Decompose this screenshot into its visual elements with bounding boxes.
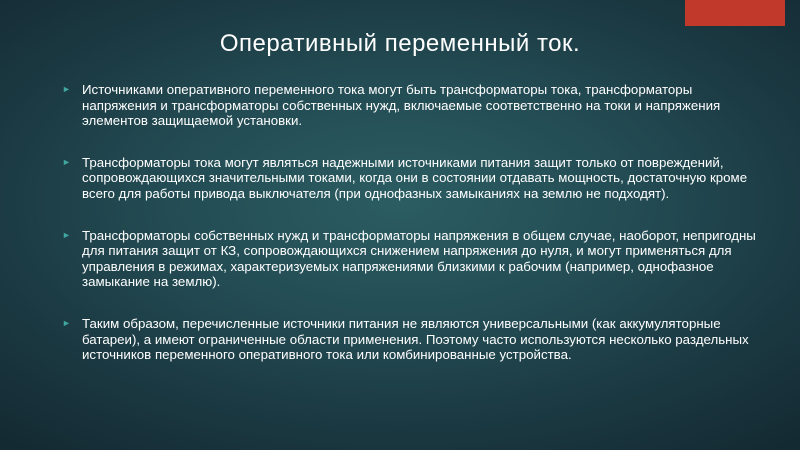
triangle-right-icon: ► <box>62 229 71 240</box>
bullet-item <box>62 316 762 363</box>
bullet-item <box>62 82 762 129</box>
bullet-list <box>62 82 762 389</box>
bullet-text: Таким образом, перечисленные источники питания не являются универсальными (как аккумуляторные батареи), а имеют ограниченные области применения. Поэтому часто используются несколько раздельных источников переменного оперативного тока или комбинированные устройства. <box>82 315 749 363</box>
bullet-text: Трансформаторы тока могут являться надежными источниками питания защит только от повреждений, сопровождающихся значительными токами, когда они в состоянии отдавать мощность, достаточную кроме всего для работы привода выключателя (при однофазных замыканиях на землю не подходят). <box>82 154 748 201</box>
bullet-item <box>62 228 762 290</box>
slide-title: Оперативный переменный ток. <box>219 30 581 57</box>
triangle-right-icon: ► <box>62 317 71 328</box>
accent-bar <box>685 0 785 26</box>
triangle-right-icon: ► <box>62 156 71 167</box>
bullet-text: Трансформаторы собственных нужд и трансформаторы напряжения в общем случае, наоборот, непригодны для питания защит от КЗ, сопровождающихся снижением напряжения до нуля, и могут применяться для управления в режимах, характеризуемых напряжениями близкими к рабочим (например, однофазное замыкание на землю). <box>82 227 756 290</box>
triangle-right-icon: ► <box>62 84 71 94</box>
bullet-item <box>62 155 762 202</box>
bullet-text: Источниками оперативного переменного тока могут быть трансформаторы тока, трансформаторы напряжения и трансформаторы собственных нужд, включаемые соответственно на токи и напряжения элементов защищаемой установки. <box>82 82 721 129</box>
